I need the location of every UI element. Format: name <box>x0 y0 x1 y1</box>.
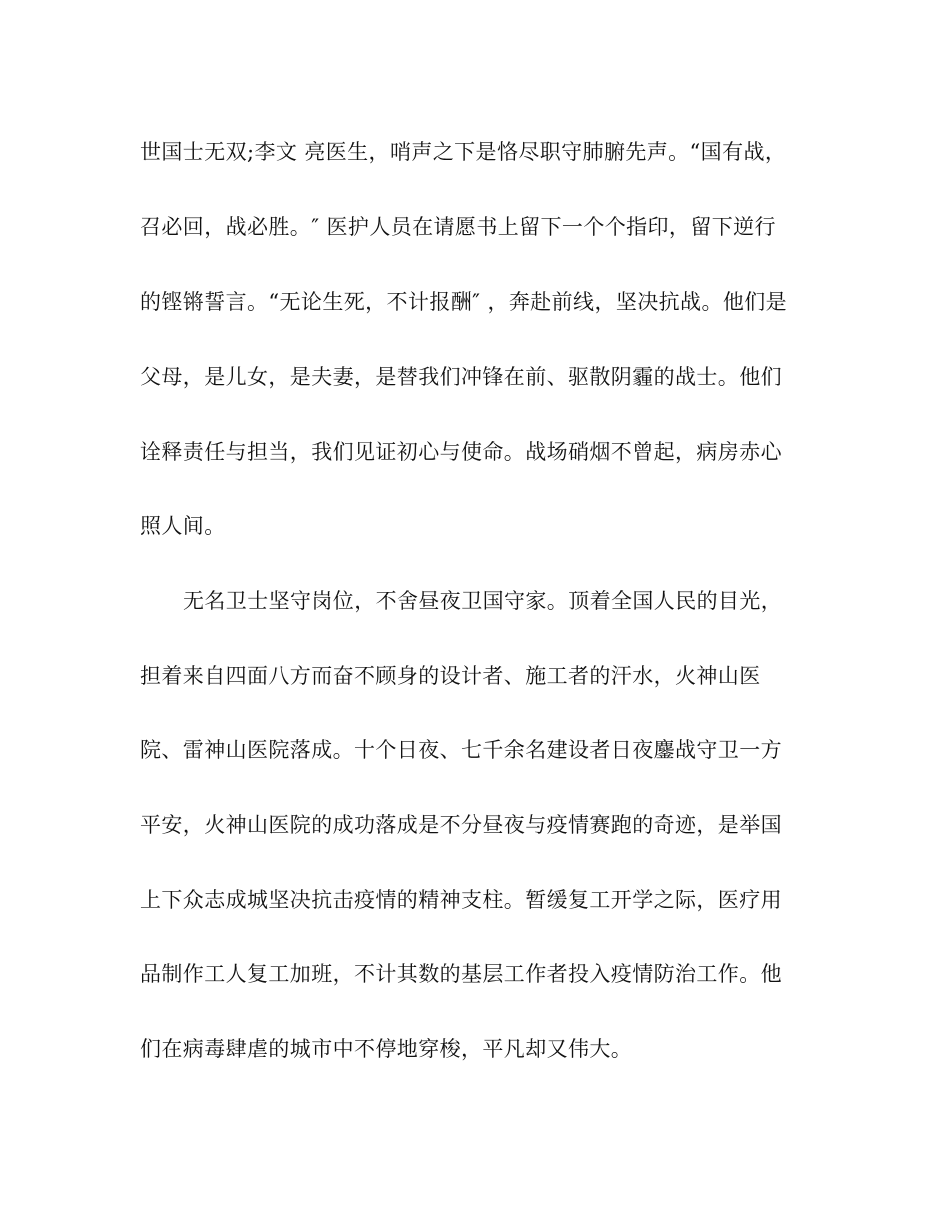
paragraph-2-line-2: 担着来自四面八方而奋不顾身的设计者、施工者的汗水，火神山医 <box>140 664 761 688</box>
paragraph-2-line-7: 们在病毒肆虐的城市中不停地穿梭，平凡却又伟大。 <box>140 1037 633 1061</box>
paragraph-1-line-5: 诠释责任与担当，我们见证初心与使命。战场硝烟不曾起，病房赤心 <box>140 440 782 464</box>
paragraph-1-line-2: 召必回，战必胜。″ 医护人员在请愿书上留下一个个指印，留下逆行 <box>140 215 776 239</box>
paragraph-1-line-4: 父母，是儿女，是夫妻，是替我们冲锋在前、驱散阴霾的战士。他们 <box>140 365 782 389</box>
paragraph-2-line-6: 品制作工人复工加班，不计其数的基层工作者投入疫情防治工作。他 <box>140 962 782 986</box>
paragraph-2-line-4: 平安，火神山医院的成功落成是不分昼夜与疫情赛跑的奇迹，是举国 <box>140 813 782 837</box>
paragraph-2-line-1: 无名卫士坚守岗位，不舍昼夜卫国守家。顶着全国人民的目光， <box>183 589 783 613</box>
paragraph-1-line-3: 的铿锵誓言。“无论生死，不计报酬″ ，奔赴前线，坚决抗战。他们是 <box>140 290 788 314</box>
paragraph-1-line-1: 世国士无双;李文 亮医生，哨声之下是恪尽职守肺腑先声。“国有战， <box>140 140 787 164</box>
paragraph-1-line-6: 照人间。 <box>140 514 226 538</box>
paragraph-2-line-5: 上下众志成城坚决抗击疫情的精神支柱。暂缓复工开学之际，医疗用 <box>140 888 782 912</box>
paragraph-2-line-3: 院、雷神山医院落成。十个日夜、七千余名建设者日夜鏖战守卫一方 <box>140 738 782 762</box>
